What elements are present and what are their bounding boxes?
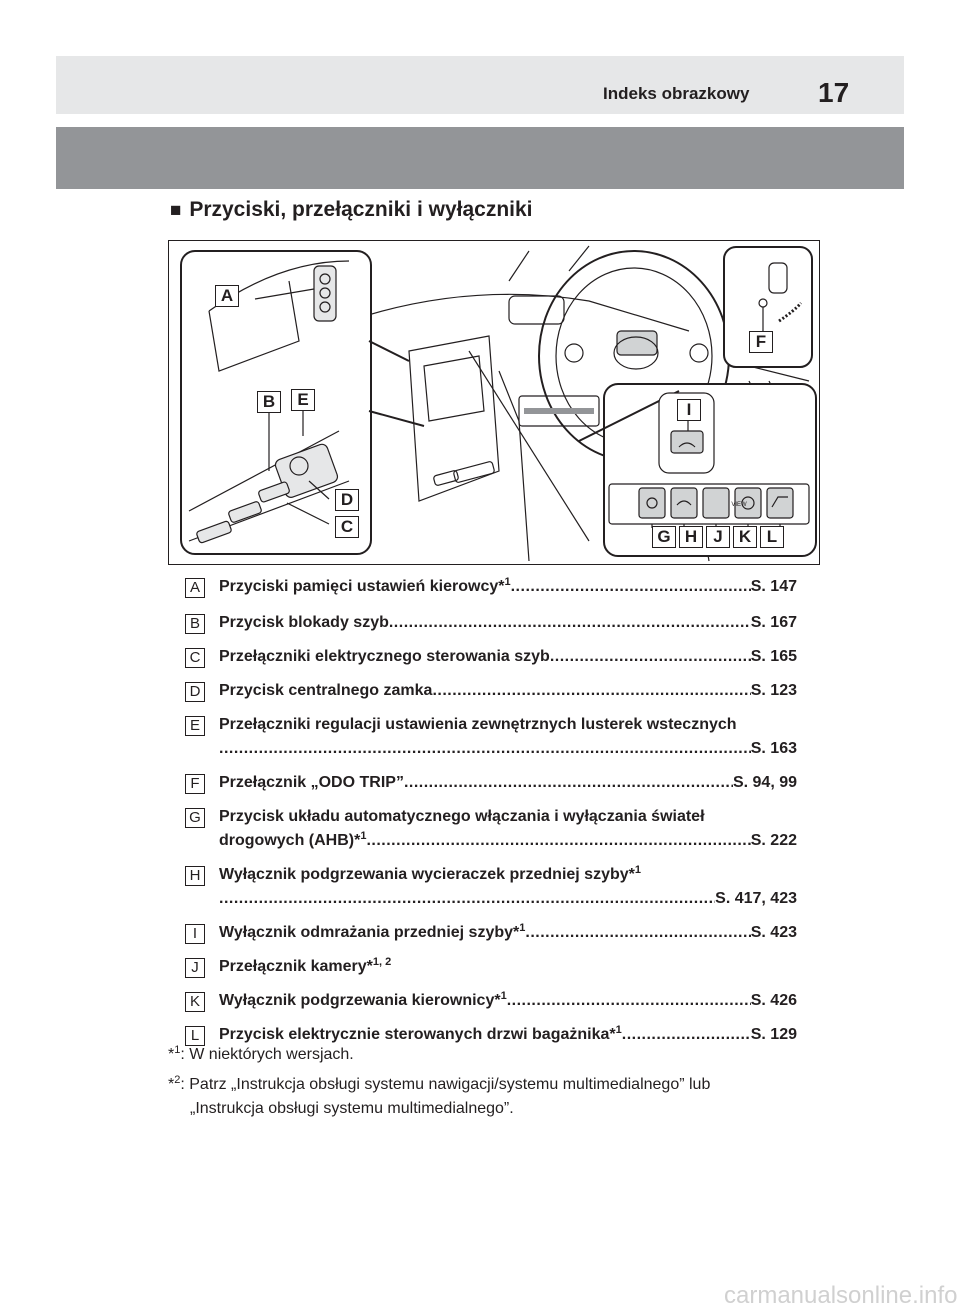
item-sup: 1 (519, 922, 526, 934)
view-button-text: VIEW (731, 502, 747, 508)
item-badge: K (185, 992, 205, 1012)
item-sup: 1, 2 (372, 956, 392, 968)
item-label: Wyłącznik odmrażania przedniej szyby* (219, 924, 520, 941)
header-title: Indeks obrazkowy (603, 84, 750, 103)
item-badge: H (185, 866, 205, 886)
callout-letter: I (677, 399, 701, 421)
item-page: S. 426 (750, 992, 797, 1009)
item-badge: J (185, 958, 205, 978)
item-label: Przycisk elektrycznie sterowanych drzwi bagażnika* (219, 1026, 616, 1043)
item-label: Przełączniki elektrycznego sterowania szyb (219, 648, 550, 665)
item-badge: C (185, 648, 205, 668)
item-label: Wyłącznik podgrzewania wycieraczek przedniej szyby* (219, 866, 635, 883)
list-item (185, 805, 797, 853)
footnote-text-cont: „Instrukcja obsługi systemu multimedialnego”. (190, 1100, 514, 1117)
item-label: Przycisk centralnego zamka (219, 682, 433, 699)
item-sup: 1 (615, 1024, 622, 1036)
section-marker: ■ (170, 200, 182, 221)
callout-L (760, 526, 784, 548)
item-page: S. 165 (750, 648, 797, 665)
footnote-mark: * (168, 1076, 175, 1093)
callout-letter: G (652, 526, 676, 548)
item-page: S. 147 (750, 578, 797, 595)
item-label: Przyciski pamięci ustawień kierowcy* (219, 578, 505, 595)
list-item (185, 575, 797, 599)
callout-letter: E (291, 389, 315, 411)
callout-A (215, 285, 239, 307)
footnote-2 (168, 1073, 710, 1097)
callout-letter: D (335, 489, 359, 511)
callout-letter: K (733, 526, 757, 548)
watermark: carmanualsonline.info (724, 1282, 958, 1309)
item-sup: 1 (504, 576, 511, 588)
list-item (185, 713, 797, 761)
item-badge: F (185, 774, 205, 794)
callout-B (257, 391, 281, 413)
callout-H (679, 526, 703, 548)
footnote-sup: 2 (174, 1074, 181, 1086)
header-band (56, 56, 904, 114)
controls-illustration (168, 240, 820, 565)
chapter-band (56, 127, 904, 189)
item-badge: L (185, 1026, 205, 1046)
item-page: S. 222 (750, 832, 797, 849)
section-title-text: Przyciski, przełączniki i wyłączniki (189, 198, 533, 221)
callout-letter: J (706, 526, 730, 548)
footnote-text: : W niektórych wersjach. (180, 1046, 354, 1063)
item-badge: I (185, 924, 205, 944)
callout-letter: L (760, 526, 784, 548)
item-page: S. 129 (750, 1026, 797, 1043)
item-label: Przełącznik „ODO TRIP” (219, 774, 404, 791)
item-page: S. 123 (750, 682, 797, 699)
callout-E (291, 389, 315, 411)
item-label: Przełączniki regulacji ustawienia zewnętrznych lusterek wstecznych (219, 716, 737, 733)
callout-letter: H (679, 526, 703, 548)
footnote-1 (168, 1043, 354, 1067)
list-item (185, 771, 797, 795)
item-page: S. 167 (750, 614, 797, 631)
item-sup: 1 (360, 830, 367, 842)
item-badge: G (185, 808, 205, 828)
callout-letter: A (215, 285, 239, 307)
callout-F (749, 331, 773, 353)
page-number: 17 (818, 77, 850, 108)
list-item (185, 611, 797, 635)
item-label: Przełącznik kamery* (219, 958, 373, 975)
section-title (170, 198, 533, 222)
callout-K (733, 526, 757, 548)
list-item (185, 955, 797, 979)
item-badge: B (185, 614, 205, 634)
item-page: S. 94, 99 (732, 774, 797, 791)
callout-letter: C (335, 516, 359, 538)
item-page: S. 163 (750, 740, 797, 757)
footnote-text: : Patrz „Instrukcja obsługi systemu nawigacji/systemu multimedialnego” lub (180, 1076, 711, 1093)
callout-C (335, 516, 359, 538)
callout-letter: F (749, 331, 773, 353)
list-item (185, 863, 797, 911)
item-label-cont: drogowych (AHB)* (219, 832, 361, 849)
item-label: Wyłącznik podgrzewania kierownicy* (219, 992, 501, 1009)
footnote-mark: * (168, 1046, 175, 1063)
item-badge: A (185, 578, 205, 598)
item-sup: 1 (500, 990, 507, 1002)
item-badge: E (185, 716, 205, 736)
list-item (185, 921, 797, 945)
list-item (185, 645, 797, 669)
callout-I (677, 399, 701, 421)
item-page: S. 423 (750, 924, 797, 941)
footnote-sup: 1 (174, 1044, 181, 1056)
list-item (185, 679, 797, 703)
callout-J (706, 526, 730, 548)
item-label: Przycisk układu automatycznego włączania i wyłączania świateł (219, 808, 705, 825)
callout-letter: B (257, 391, 281, 413)
item-badge: D (185, 682, 205, 702)
list-item (185, 989, 797, 1013)
footnote-2-cont (168, 1097, 514, 1121)
callout-D (335, 489, 359, 511)
item-page: S. 417, 423 (715, 890, 797, 907)
item-label: Przycisk blokady szyb (219, 614, 389, 631)
item-sup: 1 (634, 864, 641, 876)
callout-G (652, 526, 676, 548)
